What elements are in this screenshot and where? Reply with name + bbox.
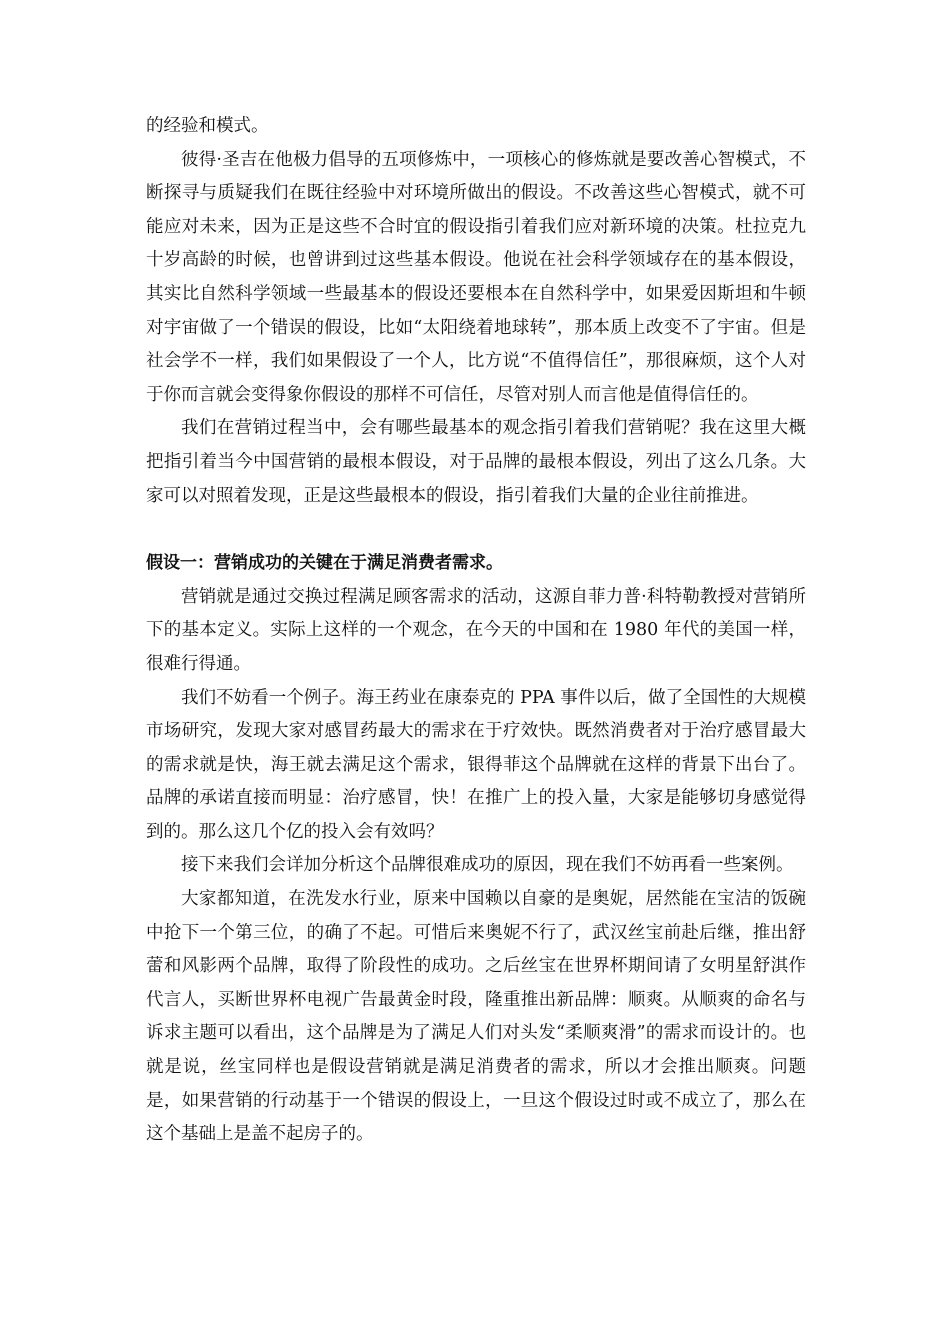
paragraph-shampoo-case: 大家都知道，在洗发水行业，原来中国赖以自豪的是奥妮，居然能在宝洁的饭碗中抢下一个第三位，的确了不起。可惜后来奥妮不行了，武汉丝宝前赴后继，推出舒蕾和风影两个品牌，取得了阶段性的成功。之后丝宝在世界杯期间请了女明星舒淇作代言人，买断世界杯电视广告最黄金时段，隆重推出新品牌：顺爽。从顺爽的命名与诉求主题可以看出，这个品牌是为了满足人们对头发“柔顺爽滑”的需求而设计的。也就是说，丝宝同样也是假设营销就是满足消费者的需求，所以才会推出顺爽。问题是，如果营销的行动基于一个错误的假设上，一旦这个假设过时或不成立了，那么在这个基础上是盖不起房子的。	[146, 889, 806, 1145]
paragraph-transition: 接下来我们会详加分析这个品牌很难成功的原因，现在我们不妨再看一些案例。	[181, 855, 794, 876]
paragraph-definition: 营销就是通过交换过程满足顾客需求的活动，这源自菲力普·科特勒教授对营销所下的基本定义。实际上这样的一个观念，在今天的中国和在 1980 年代的美国一样，很难行得通。	[146, 586, 806, 674]
section-spacer	[146, 513, 806, 547]
document-body	[146, 110, 806, 1152]
paragraph-haiwang-example: 我们不妨看一个例子。海王药业在康泰克的 PPA 事件以后，做了全国性的大规模市场研究，发现大家对感冒药最大的需求在于疗效快。既然消费者对于治疗感冒最大的需求就是快，海王就去满足这个需求，银得菲这个品牌就在这样的背景下出台了。品牌的承诺直接而明显：治疗感冒，快！在推广上的投入量，大家是能够切身感觉得到的。那么这几个亿的投入会有效吗？	[146, 687, 806, 842]
paragraph-senge: 彼得·圣吉在他极力倡导的五项修炼中，一项核心的修炼就是要改善心智模式，不断探寻与质疑我们在既往经验中对环境所做出的假设。不改善这些心智模式，就不可能应对未来，因为正是这些不合时宜的假设指引着我们应对新环境的决策。杜拉克九十岁高龄的时候，也曾讲到过这些基本假设。他说在社会科学领域存在的基本假设，其实比自然科学领域一些最基本的假设还要根本在自然科学中，如果爱因斯坦和牛顿对宇宙做了一个错误的假设，比如“太阳绕着地球转”，那本质上改变不了宇宙。但是社会学不一样，我们如果假设了一个人，比方说“不值得信任”，那很麻烦，这个人对于你而言就会变得象你假设的那样不可信任，尽管对别人而言他是值得信任的。	[146, 149, 806, 405]
section-heading: 假设一：营销成功的关键在于满足消费者需求。	[146, 553, 503, 574]
paragraph-marketing-assumptions: 我们在营销过程当中，会有哪些最基本的观念指引着我们营销呢？我在这里大概把指引着当今中国营销的最根本假设，对于品牌的最根本假设，列出了这么几条。大家可以对照着发现，正是这些最根本的假设，指引着我们大量的企业往前推进。	[146, 418, 806, 506]
paragraph-continuation: 的经验和模式。	[146, 116, 269, 136]
